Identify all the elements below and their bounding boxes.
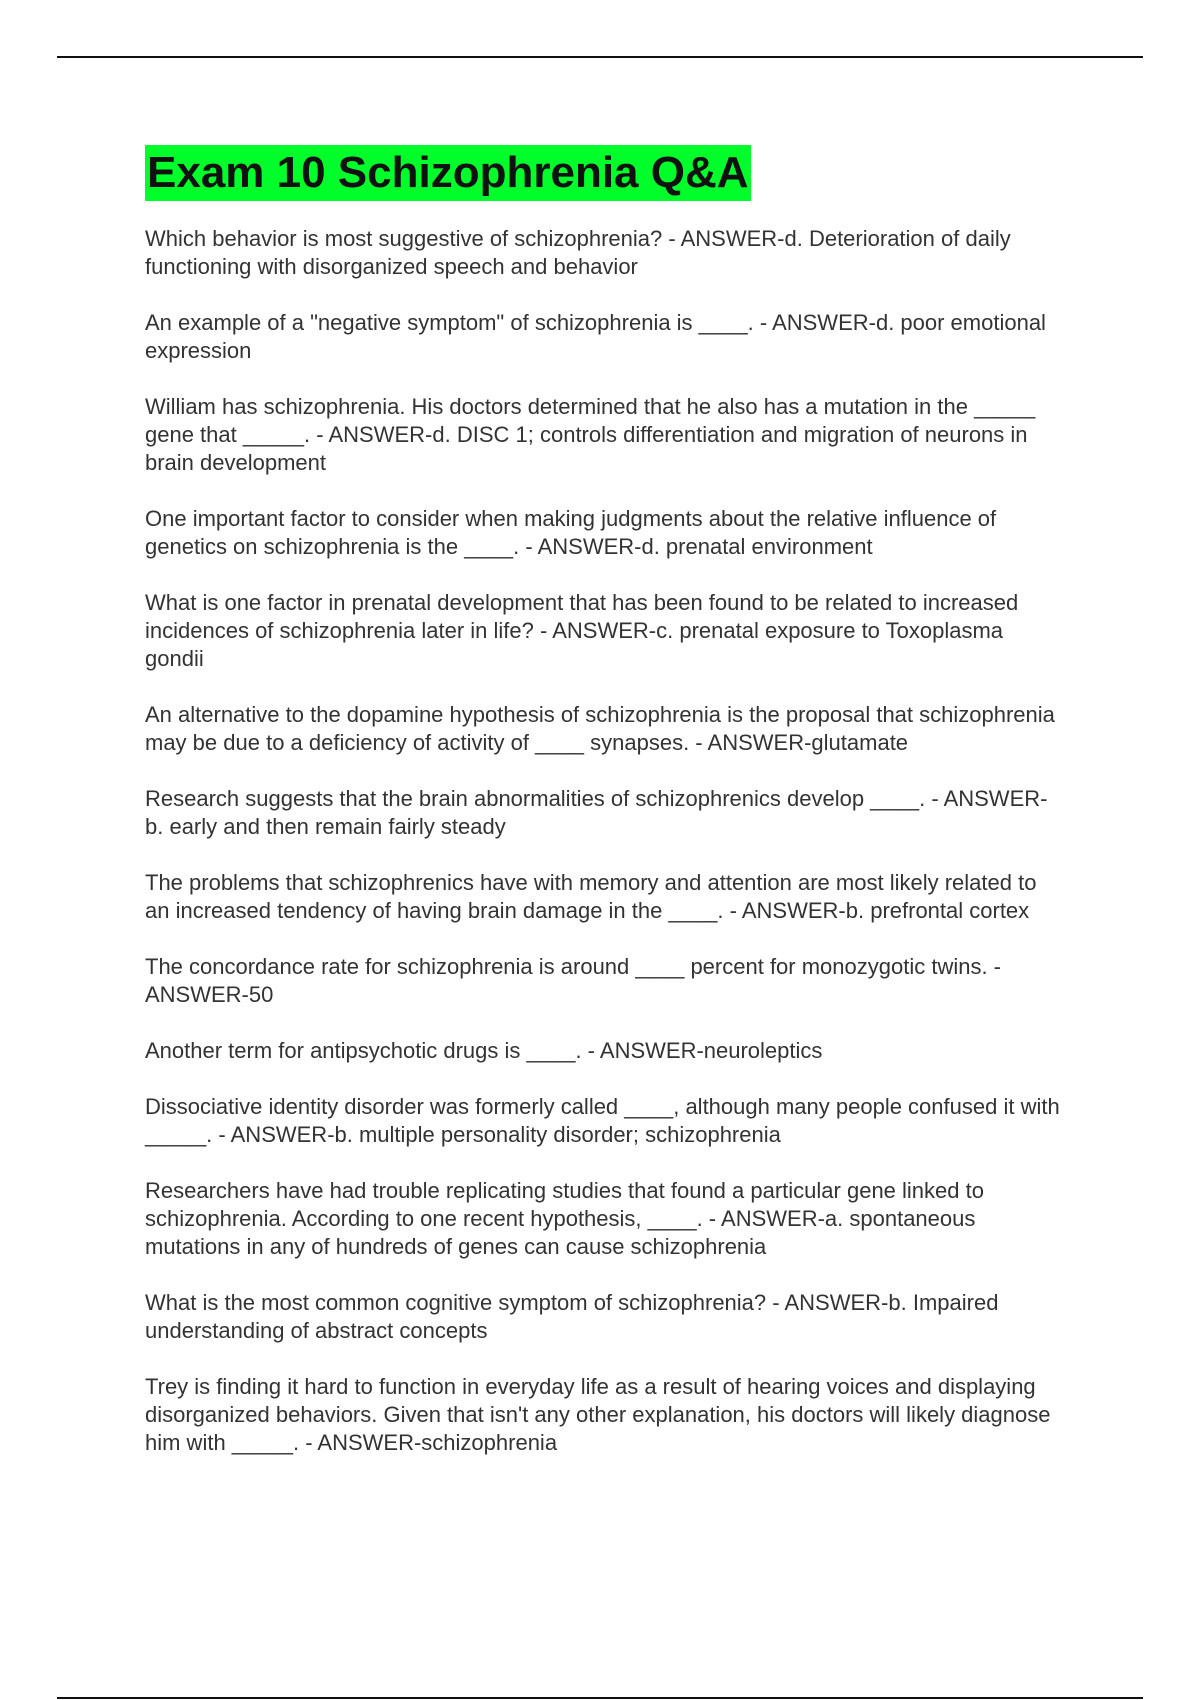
qa-item-12: Researchers have had trouble replicating studies that found a particular gene linked to schizophrenia. According to one recent hypothesis, ____. - ANSWER-a. spontaneous mutations in any of hundreds of genes can cause schizophrenia <box>145 1178 984 1259</box>
qa-item-13: What is the most common cognitive symptom of schizophrenia? - ANSWER-b. Impaired understanding of abstract concepts <box>145 1290 999 1343</box>
document-body <box>145 145 1060 1485</box>
qa-item-8: The problems that schizophrenics have with memory and attention are most likely related to an increased tendency of having brain damage in the ____. - ANSWER-b. prefrontal cortex <box>145 870 1037 923</box>
qa-item-5: What is one factor in prenatal development that has been found to be related to increased incidences of schizophrenia later in life? - ANSWER-c. prenatal exposure to Toxoplasma gondii <box>145 590 1019 671</box>
qa-item-9: The concordance rate for schizophrenia is around ____ percent for monozygotic twins. - ANSWER-50 <box>145 954 1002 1007</box>
qa-list <box>145 225 1060 1457</box>
page-bottom-rule <box>57 1697 1143 1699</box>
qa-item-14: Trey is finding it hard to function in everyday life as a result of hearing voices and displaying disorganized behaviors. Given that isn't any other explanation, his doctors will likely diagnose him with _____. - ANSWER-schizophrenia <box>145 1374 1051 1455</box>
qa-item-10: Another term for antipsychotic drugs is ____. - ANSWER-neuroleptics <box>145 1038 823 1063</box>
qa-item-1: Which behavior is most suggestive of schizophrenia? - ANSWER-d. Deterioration of daily functioning with disorganized speech and behavior <box>145 226 1011 279</box>
page-top-rule <box>57 56 1143 58</box>
qa-item-2: An example of a "negative symptom" of schizophrenia is ____. - ANSWER-d. poor emotional expression <box>145 310 1046 363</box>
document-title: Exam 10 Schizophrenia Q&A <box>145 145 751 201</box>
qa-item-11: Dissociative identity disorder was formerly called ____, although many people confused it with _____. - ANSWER-b. multiple personality disorder; schizophrenia <box>145 1094 1060 1147</box>
qa-item-6: An alternative to the dopamine hypothesis of schizophrenia is the proposal that schizophrenia may be due to a deficiency of activity of ____ synapses. - ANSWER-glutamate <box>145 702 1055 755</box>
qa-item-7: Research suggests that the brain abnormalities of schizophrenics develop ____. - ANSWER-b. early and then remain fairly steady <box>145 786 1048 839</box>
qa-item-4: One important factor to consider when making judgments about the relative influence of genetics on schizophrenia is the ____. - ANSWER-d. prenatal environment <box>145 506 997 559</box>
qa-item-3: William has schizophrenia. His doctors determined that he also has a mutation in the _____ gene that _____. - ANSWER-d. DISC 1; controls differentiation and migration of neurons in brain development <box>145 394 1036 475</box>
